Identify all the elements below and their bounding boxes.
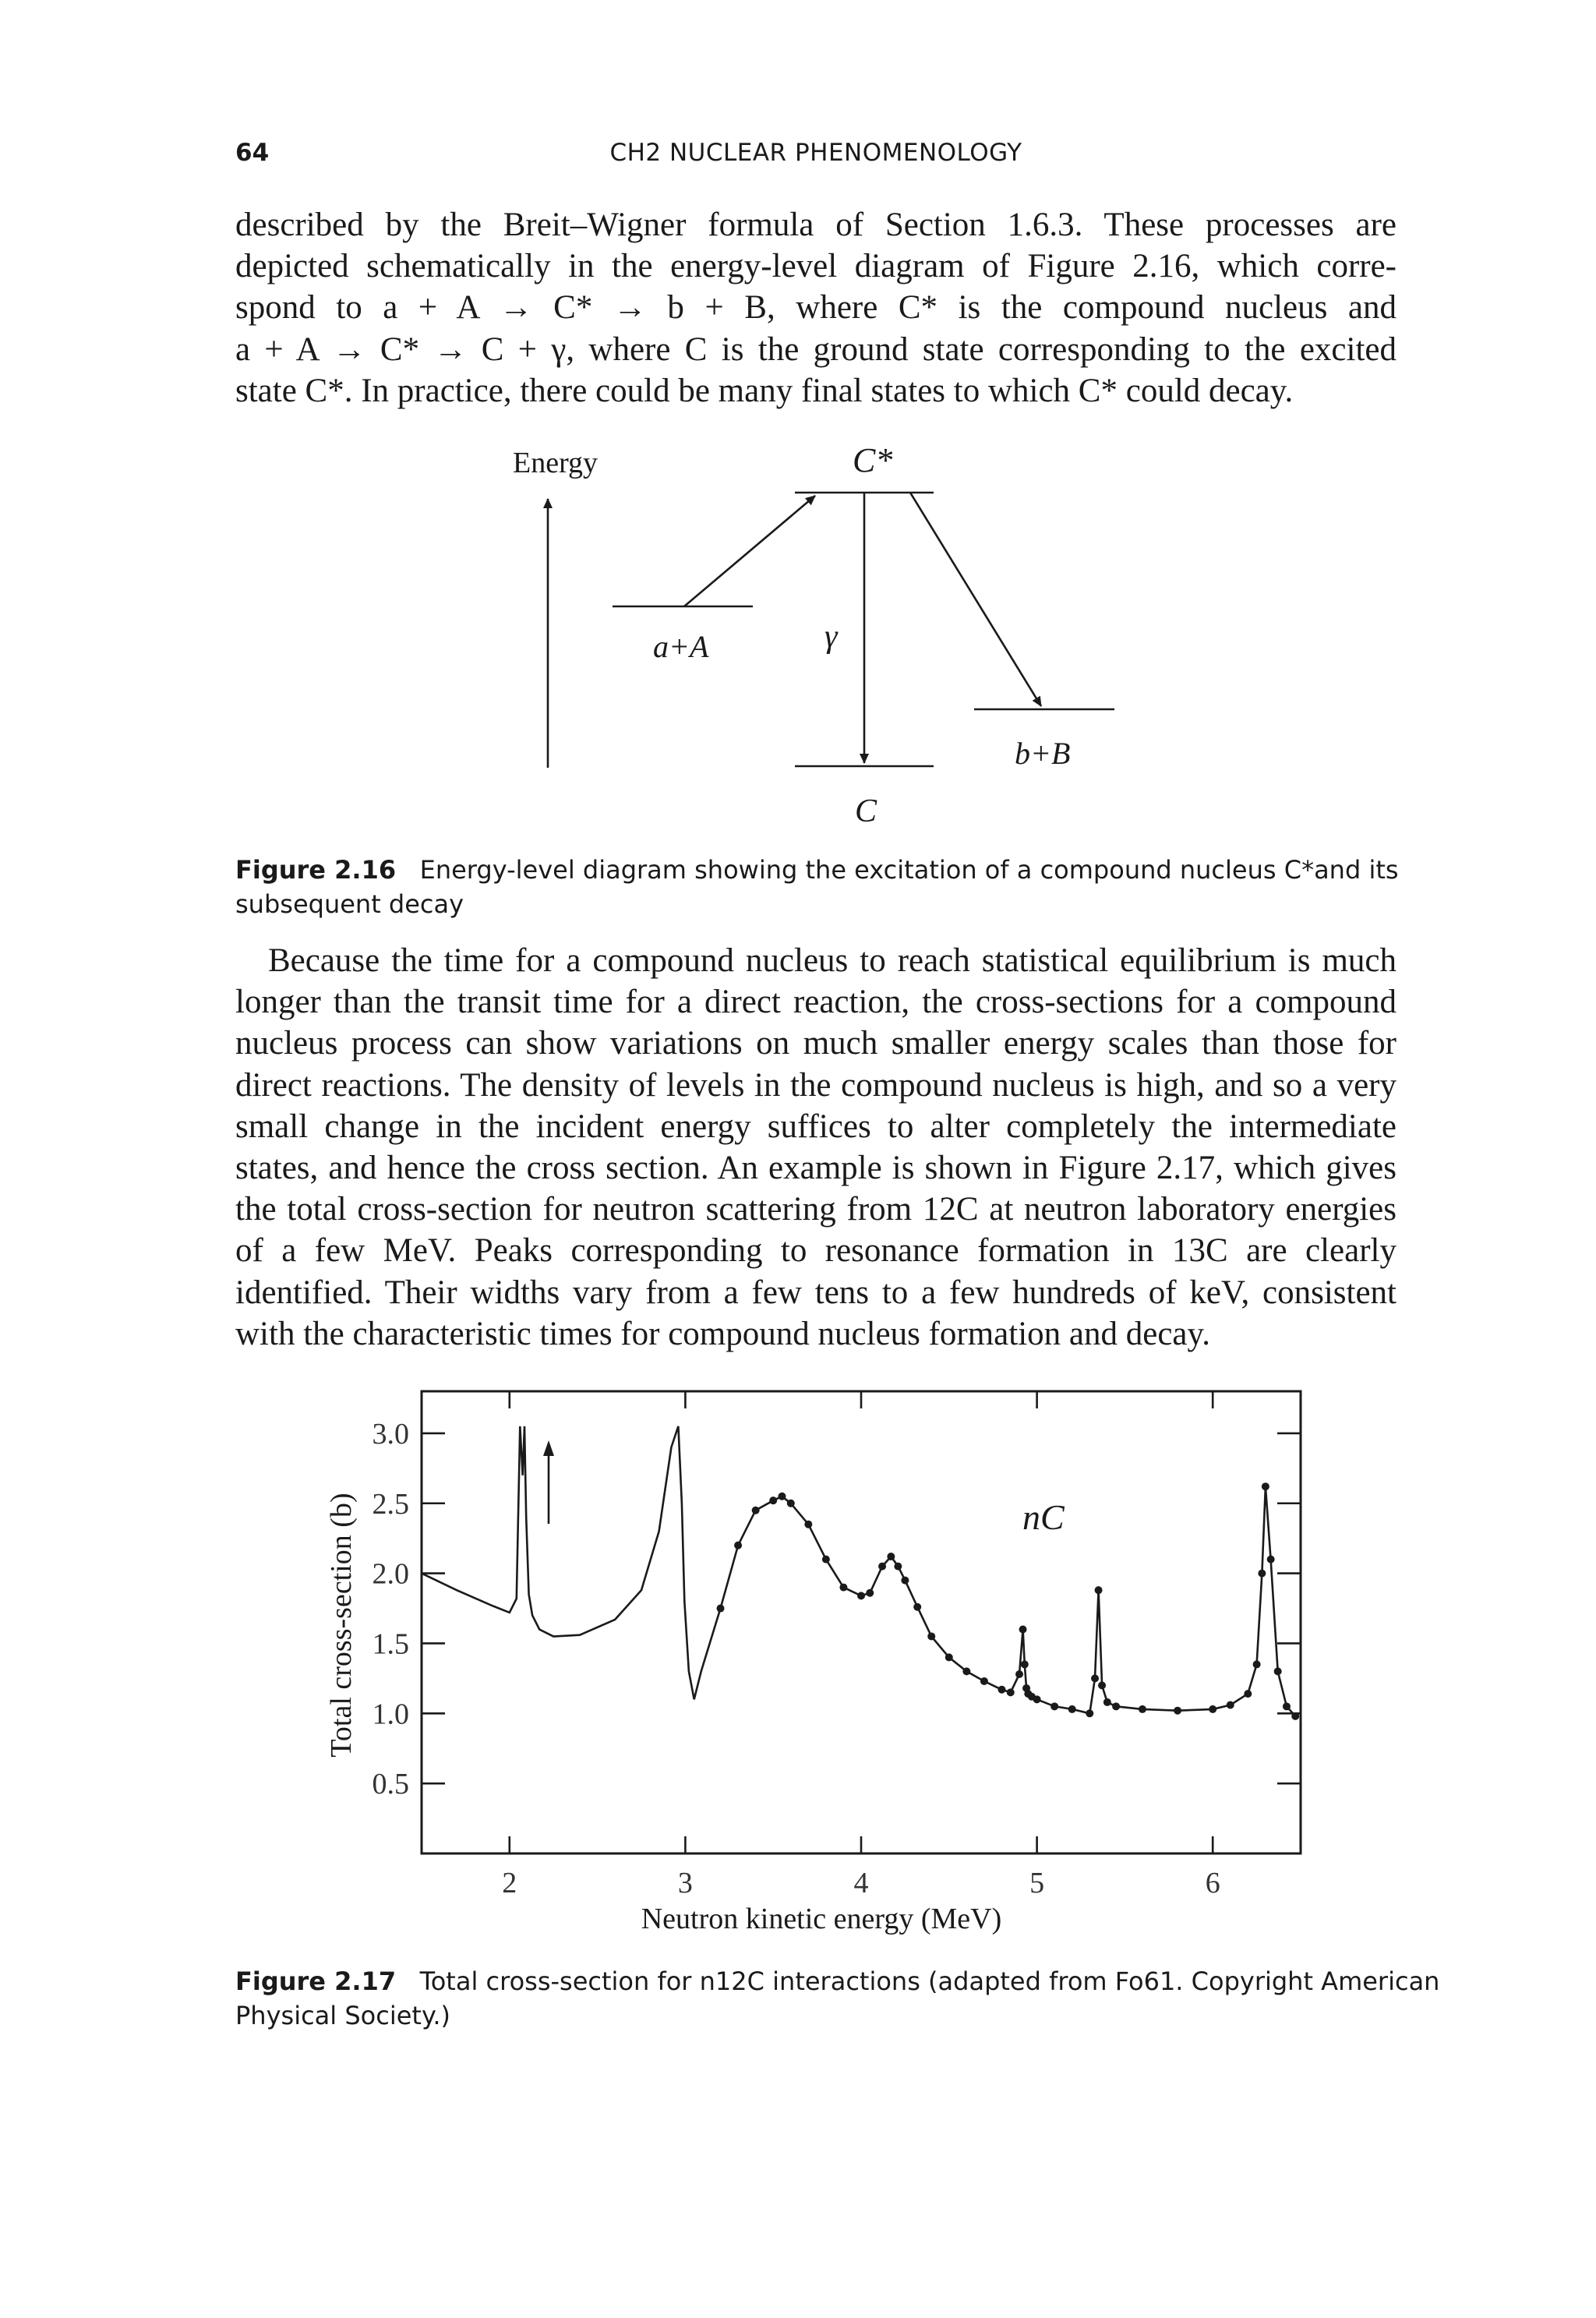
caption-label: Figure 2.16	[235, 855, 397, 885]
data-point	[1091, 1674, 1099, 1682]
data-point	[1139, 1705, 1146, 1713]
data-point	[913, 1603, 921, 1611]
figure-2-17-caption	[235, 1964, 1440, 2033]
resonance-arrowhead	[543, 1440, 554, 1456]
text-line: described by the Breit–Wigner formula of Section 1.6.3. These processes are	[235, 207, 1396, 243]
data-point	[717, 1605, 725, 1613]
caption-text: Energy-level diagram showing the excitation of a compound nucleus C*and its	[419, 855, 1399, 885]
y-tick-label: 0.5	[372, 1768, 409, 1801]
data-point	[1283, 1702, 1291, 1710]
data-point	[822, 1556, 830, 1564]
data-point	[998, 1686, 1005, 1694]
x-tick-label: 5	[1029, 1867, 1045, 1899]
y-tick-label: 1.5	[372, 1627, 409, 1661]
energy-axis-label: Energy	[513, 447, 598, 479]
caption-text: Total cross-section for n12C interactions (adapted from Fo61. Copyright American	[419, 1966, 1440, 1996]
caption-text: subsequent decay	[235, 889, 464, 919]
text-line: direct reactions. The density of levels in the compound nucleus is high, and so a very	[235, 1066, 1396, 1104]
data-point	[980, 1677, 988, 1685]
text-line: with the characteristic times for compound nucleus formation and decay.	[235, 1315, 1210, 1352]
data-point	[1274, 1667, 1282, 1675]
data-point	[927, 1632, 935, 1640]
x-tick-label: 2	[502, 1867, 517, 1899]
data-point	[887, 1553, 895, 1560]
data-point	[945, 1653, 953, 1661]
y-tick-label: 3.0	[372, 1417, 409, 1451]
data-point	[839, 1584, 847, 1592]
data-point	[804, 1521, 812, 1528]
text-line: identified. Their widths vary from a few tens to a few hundreds of keV, consistent	[235, 1274, 1396, 1311]
page-number: 64	[235, 139, 270, 167]
data-point	[1015, 1670, 1023, 1678]
data-point	[962, 1667, 970, 1675]
data-point	[894, 1563, 902, 1571]
data-point	[878, 1563, 886, 1571]
text-line: depicted schematically in the energy-level diagram of Figure 2.16, which corre-	[235, 248, 1396, 285]
data-point	[1103, 1698, 1111, 1706]
y-tick-label: 2.0	[372, 1557, 409, 1591]
data-point	[1244, 1690, 1252, 1698]
plot-frame	[422, 1391, 1301, 1853]
data-point	[1086, 1709, 1093, 1717]
text-line: spond to a + A → C* → b + B, where C* is the compound nucleus and	[235, 289, 1396, 327]
text-line: Because the time for a compound nucleus to reach statistical equilibrium is much	[268, 942, 1396, 979]
x-axis-label: Neutron kinetic energy (MeV)	[641, 1903, 1002, 1935]
data-point	[1019, 1625, 1027, 1633]
y-tick-label: 1.0	[372, 1698, 409, 1731]
caption-label: Figure 2.17	[235, 1966, 397, 1996]
data-point	[1253, 1660, 1261, 1668]
data-point	[778, 1493, 786, 1500]
data-point	[1021, 1660, 1029, 1668]
caption-text: Physical Society.)	[235, 2001, 450, 2030]
data-point	[866, 1589, 874, 1597]
data-point	[1050, 1702, 1058, 1710]
text-line: state C*. In practice, there could be many final states to which C* could decay.	[235, 372, 1294, 409]
x-tick-label: 3	[677, 1867, 693, 1899]
text-line: states, and hence the cross section. An example is shown in Figure 2.17, which gives	[235, 1149, 1396, 1186]
data-point	[1267, 1556, 1275, 1564]
text-line: of a few MeV. Peaks corresponding to resonance formation in 13C are clearly	[235, 1232, 1396, 1270]
running-title: CH2 NUCLEAR PHENOMENOLOGY	[609, 139, 1022, 167]
reaction-annotation: nC	[1022, 1497, 1065, 1537]
data-point	[1068, 1705, 1076, 1713]
data-point	[901, 1577, 909, 1585]
data-point	[1209, 1705, 1216, 1713]
data-point	[857, 1592, 865, 1599]
exit-channel-label: b+B	[1015, 736, 1071, 771]
y-tick-label: 2.5	[372, 1487, 409, 1521]
data-point	[1227, 1701, 1234, 1709]
data-point	[734, 1542, 742, 1549]
data-point	[1262, 1482, 1269, 1490]
x-tick-label: 4	[853, 1867, 869, 1899]
data-point	[1007, 1688, 1015, 1696]
data-point	[787, 1500, 795, 1507]
text-line: a + A → C* → C + γ, where C is the ground state corresponding to the excited	[235, 330, 1396, 368]
text-line: longer than the transit time for a direct reaction, the cross-sections for a compound	[235, 984, 1396, 1021]
gamma-label: γ	[824, 619, 838, 655]
compound-nucleus-label: C*	[853, 441, 893, 479]
data-point	[1258, 1570, 1266, 1578]
data-point	[1291, 1712, 1299, 1720]
cross-section-curve	[422, 1426, 1295, 1716]
data-point	[1033, 1695, 1041, 1703]
data-point	[1112, 1702, 1120, 1710]
text-line: small change in the incident energy suffices to alter completely the intermediate	[235, 1108, 1396, 1145]
data-point	[752, 1507, 760, 1514]
text-line: the total cross-section for neutron scattering from 12C at neutron laboratory energies	[235, 1191, 1396, 1228]
data-point	[1095, 1586, 1103, 1594]
ground-state-label: C	[855, 793, 877, 829]
y-axis-label: Total cross-section (b)	[325, 1493, 358, 1758]
entrance-channel-label: a+A	[653, 629, 709, 664]
x-tick-label: 6	[1205, 1867, 1220, 1899]
text-line: nucleus process can show variations on much smaller energy scales than those for	[235, 1025, 1396, 1062]
data-point	[1174, 1707, 1181, 1715]
data-point	[1098, 1681, 1106, 1689]
data-point	[769, 1496, 777, 1504]
